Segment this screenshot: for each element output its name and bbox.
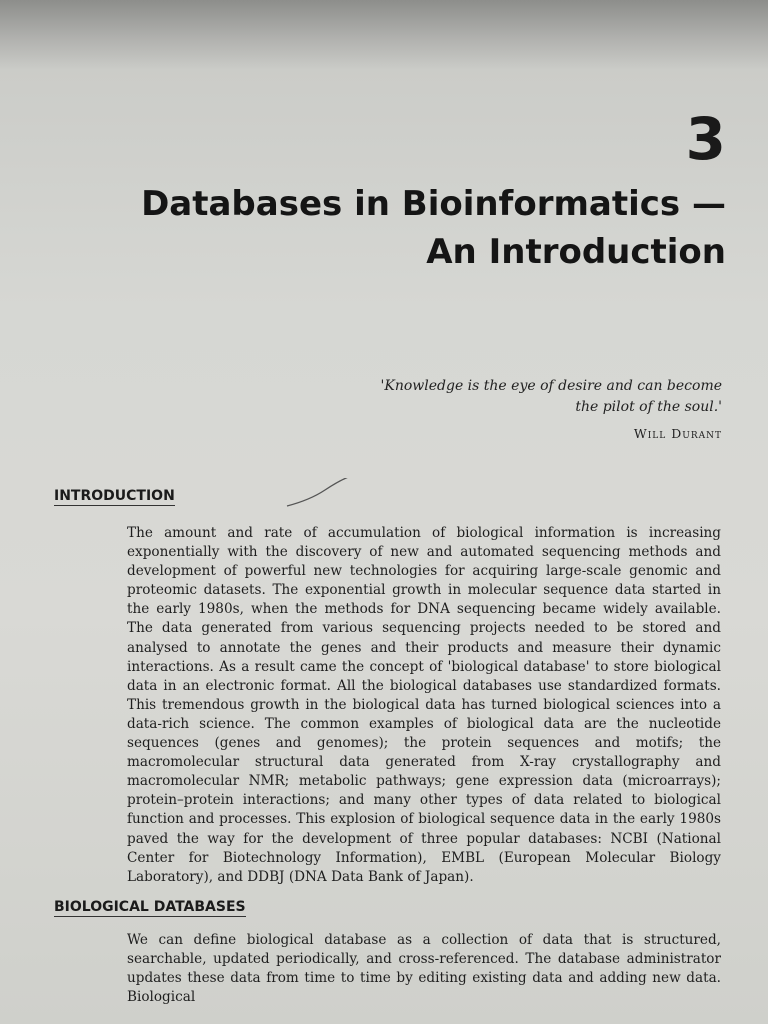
chapter-title [141, 180, 726, 276]
pen-mark [285, 478, 355, 528]
introduction-paragraph: The amount and rate of accumulation of biological information is increasing exponentially with the discovery of new and automated sequencing methods and development of powerful new technologies for acquiring large-scale genomic and proteomic datasets. The exponential growth in molecular sequence data started in the early 1980s, when the methods for DNA sequencing became widely available. The data generated from various sequencing projects needed to be stored and analysed to annotate the genes and their products and measure their dynamic interactions. As a result came the concept of 'biological database' to store biological data in an electronic format. All the biological databases use standardized formats. This tremendous growth in the biological data has turned biological sciences into a data-rich science. The common examples of biological data are the nucleotide sequences (genes and genomes); the protein sequences and motifs; the macromolecular structural data generated from X-ray crystallography and macromolecular NMR; metabolic pathways; gene expression data (microarrays); protein–protein interactions; and many other types of data related to biological function and processes. This explosion of biological sequence data in the early 1980s paved the way for the development of three popular databases: NCBI (National Center for Biotechnology Information), EMBL (European Molecular Biology Laboratory), and DDBJ (DNA Data Bank of Japan). [127, 525, 721, 885]
epigraph-quote [381, 376, 722, 418]
epigraph-line2: the pilot of the soul.' [575, 399, 722, 415]
chapter-number: 3 [685, 105, 726, 173]
section-heading-introduction: INTRODUCTION [54, 488, 175, 504]
epigraph-author: Will Durant [633, 426, 722, 441]
section-heading-biological-databases: BIOLOGICAL DATABASES [54, 899, 246, 915]
biological-databases-paragraph: We can define biological database as a collection of data that is structured, searchable, updated periodically, and cross-referenced. The database administrator updates these data from time to time by editing existing data and adding new data. Biological [127, 932, 721, 1006]
chapter-title-line2: An Introduction [426, 232, 726, 272]
chapter-title-line1: Databases in Bioinformatics — [141, 184, 726, 224]
epigraph-line1: 'Knowledge is the eye of desire and can become [380, 378, 722, 394]
page-shadow [0, 0, 768, 70]
